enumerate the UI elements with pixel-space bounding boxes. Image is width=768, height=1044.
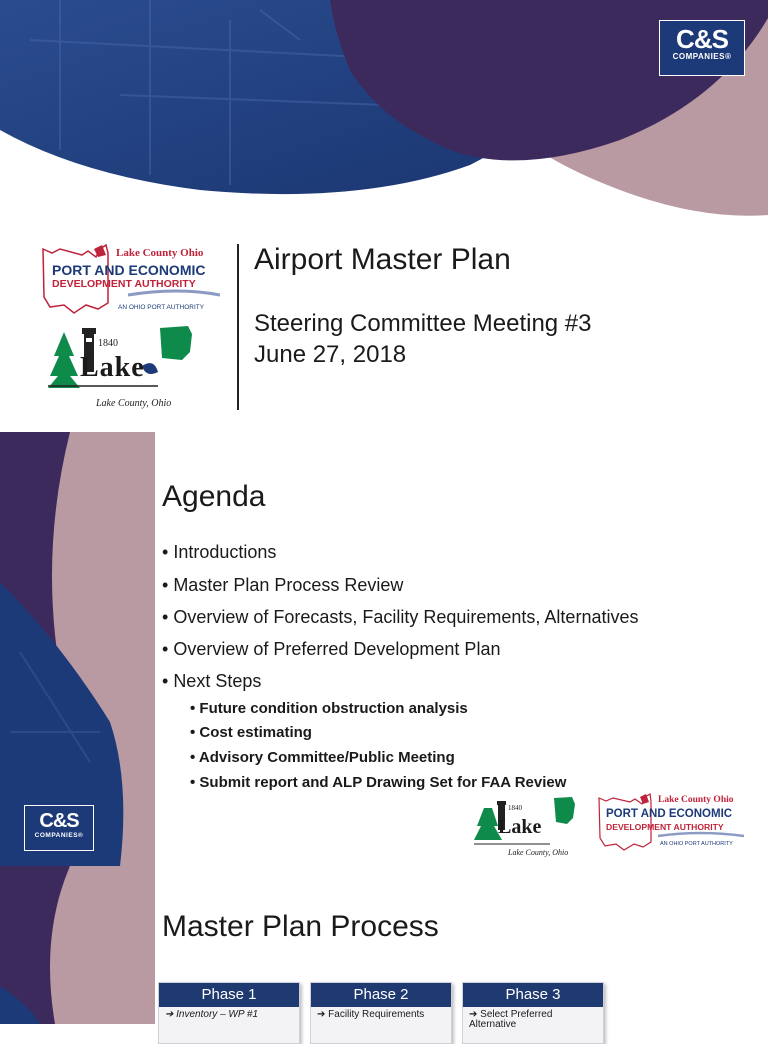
phase-3-box <box>462 982 604 1044</box>
lake-logo-year: 1840 <box>508 804 522 812</box>
agenda-item: Master Plan Process Review <box>173 575 404 595</box>
agenda-sub-item: Advisory Committee/Public Meeting <box>198 749 455 766</box>
port-logo-line3: DEVELOPMENT AUTHORITY <box>606 822 724 832</box>
agenda-item: Introductions <box>173 542 277 562</box>
port-logo-line4: AN OHIO PORT AUTHORITY <box>660 841 733 847</box>
phase-1-item: ➔ Inventory – WP #1 <box>165 1009 259 1020</box>
agenda-slide <box>0 432 768 866</box>
agenda-sub-item: Future condition obstruction analysis <box>199 700 468 717</box>
port-logo-line3: DEVELOPMENT AUTHORITY <box>52 278 196 290</box>
phase-2-label: Phase 2 <box>311 983 451 1007</box>
slide-title: Airport Master Plan <box>254 243 511 276</box>
master-plan-process-slide <box>0 866 768 1030</box>
lake-logo-caption: Lake County, Ohio <box>96 398 172 409</box>
phase-3-label: Phase 3 <box>463 983 603 1007</box>
agenda-item: Overview of Forecasts, Facility Requirements, Alternatives <box>173 607 639 627</box>
lake-logo-word: Lake <box>80 352 145 383</box>
agenda-item: Next Steps <box>173 671 262 691</box>
agenda-bullet: • Overview of Preferred Development Plan <box>162 639 501 659</box>
lake-county-logo <box>46 322 206 414</box>
lake-logo-word: Lake <box>498 816 542 838</box>
slide-title: Master Plan Process <box>162 910 439 943</box>
port-authority-logo <box>596 792 748 856</box>
side-background-art <box>0 432 160 866</box>
port-authority-logo <box>38 243 228 317</box>
port-logo-line4: AN OHIO PORT AUTHORITY <box>118 304 205 311</box>
phase-2-box <box>310 982 452 1044</box>
agenda-sub-item: Submit report and ALP Drawing Set for FAA Review <box>199 774 567 791</box>
agenda-bullet: • Introductions <box>162 542 277 562</box>
phase-1-box <box>158 982 300 1044</box>
agenda-sub-bullet: • Submit report and ALP Drawing Set for FAA Review <box>190 774 567 791</box>
agenda-sub-item: Cost estimating <box>199 724 312 741</box>
cs-logo-subtext: COMPANIES® <box>672 52 732 61</box>
title-divider <box>237 244 239 410</box>
cs-companies-logo <box>659 20 745 76</box>
slide-subtitle: Steering Committee Meeting #3 <box>254 310 592 337</box>
title-slide <box>0 0 768 432</box>
lake-logo-year: 1840 <box>98 338 118 349</box>
port-logo-line2: PORT AND ECONOMIC <box>52 262 206 278</box>
agenda-sub-bullet: • Future condition obstruction analysis <box>190 700 468 717</box>
slide-title: Agenda <box>162 480 266 513</box>
meeting-date: June 27, 2018 <box>254 341 407 368</box>
agenda-bullet: • Master Plan Process Review <box>162 575 404 595</box>
cs-logo-text: C&S <box>39 810 79 832</box>
phase-3-item: ➔ Select Preferred Alternative <box>469 1009 553 1030</box>
agenda-item: Overview of Preferred Development Plan <box>173 639 501 659</box>
cs-companies-logo <box>24 805 94 851</box>
agenda-bullet: • Next Steps <box>162 671 262 691</box>
agenda-bullet: • Overview of Forecasts, Facility Requirements, Alternatives <box>162 607 639 627</box>
port-logo-line1: Lake County Ohio <box>658 795 734 805</box>
cs-logo-text: C&S <box>676 24 728 54</box>
port-logo-line1: Lake County Ohio <box>116 247 204 259</box>
lake-county-logo <box>472 796 584 862</box>
lake-logo-caption: Lake County, Ohio <box>508 848 569 857</box>
cs-logo-subtext: COMPANIES® <box>34 832 84 839</box>
phase-1-label: Phase 1 <box>159 983 299 1007</box>
phase-2-item: ➔ Facility Requirements <box>317 1009 425 1020</box>
agenda-sub-bullet: • Cost estimating <box>190 724 312 741</box>
agenda-sub-bullet: • Advisory Committee/Public Meeting <box>190 749 455 766</box>
side-background-art <box>0 866 160 1024</box>
port-logo-line2: PORT AND ECONOMIC <box>606 808 733 820</box>
